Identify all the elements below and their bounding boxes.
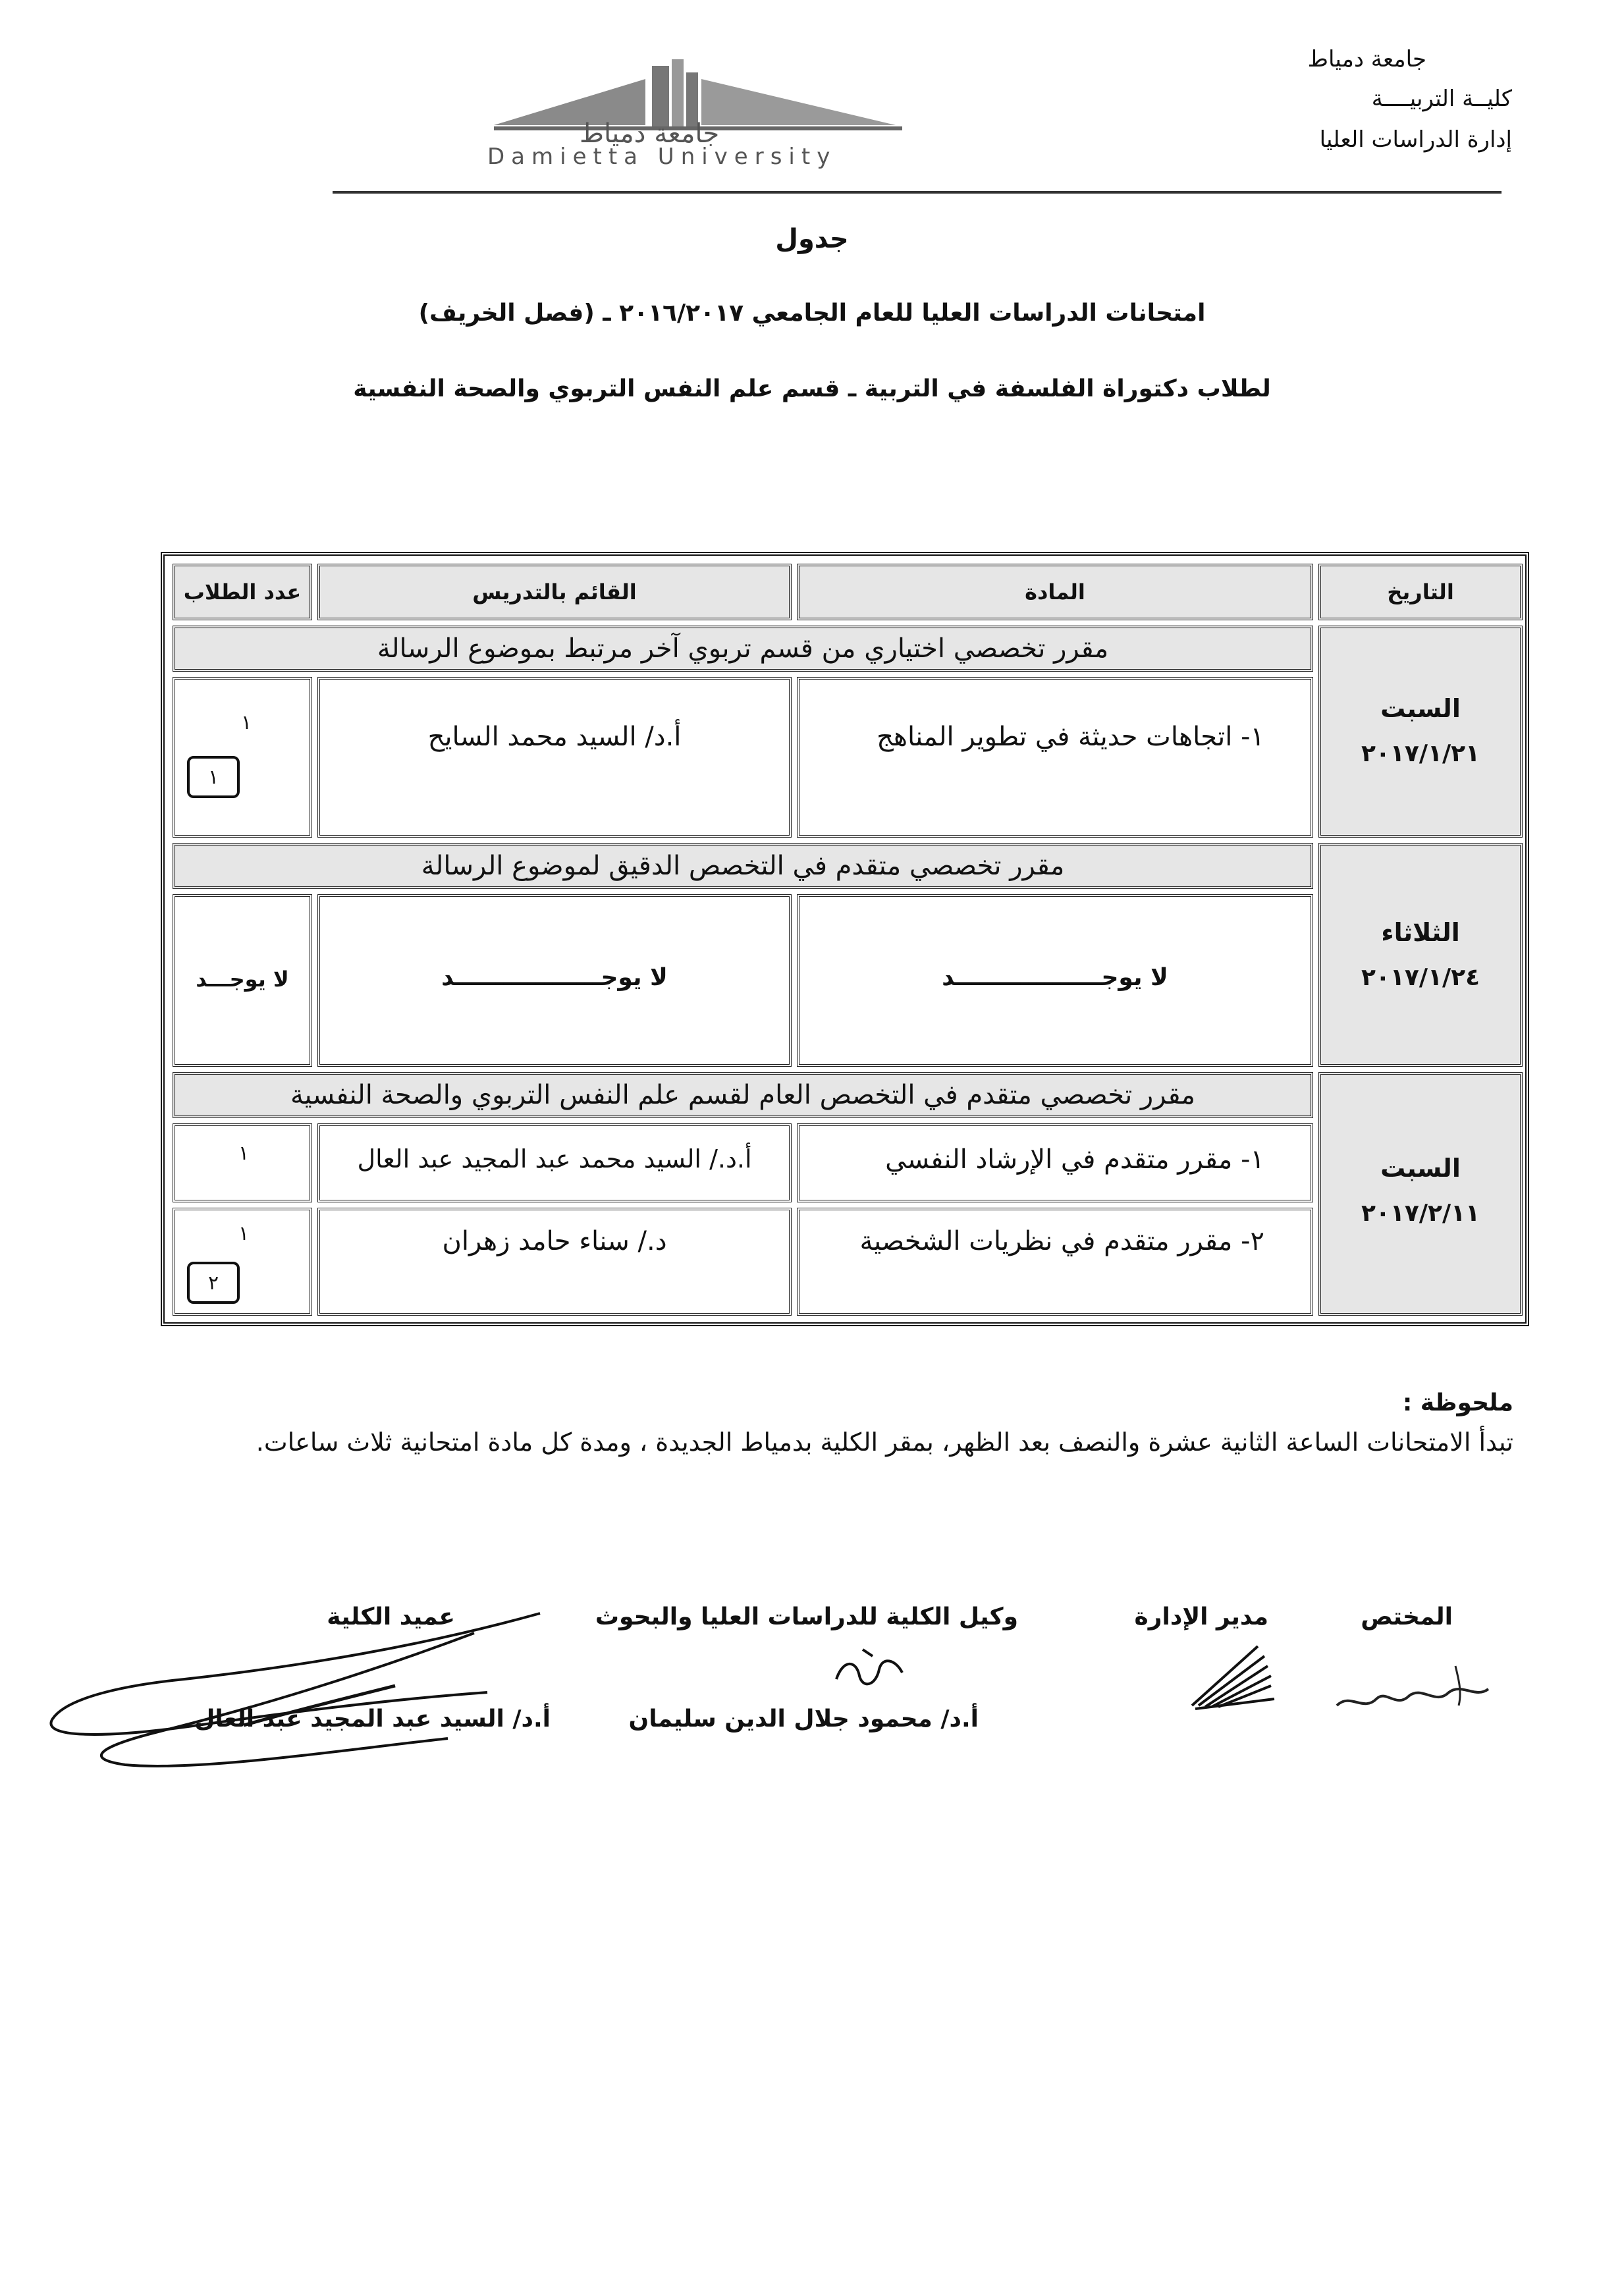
subject-cell-3-1: ١- مقرر متقدم في الإرشاد النفسي: [797, 1123, 1313, 1202]
header-divider: [333, 191, 1502, 194]
students-cell-2-1: لا يوجـــد: [173, 894, 312, 1067]
handwritten-signature-specialist: [1324, 1653, 1495, 1725]
handwritten-signature-dean: [26, 1594, 566, 1785]
logo-text-en: Damietta University: [487, 144, 837, 170]
signature-name-dean: أ.د/ السيد عبد المجيد عبد العال: [194, 1706, 551, 1733]
subject-cell-1-1: ١- اتجاهات حديثة في تطوير المناهج: [797, 677, 1313, 838]
doc-subtitle-2: لطلاب دكتوراة الفلسفة في التربية ـ قسم علم النفس التربوي والصحة النفسية: [353, 375, 1271, 402]
signature-title-dean: عميد الكلية: [327, 1603, 455, 1630]
date-value-3: ٢٠١٧/٢/١١: [1361, 1200, 1480, 1227]
instructor-cell-2-1: لا يوجــــــــــــــــــد: [317, 894, 792, 1067]
department-name: إدارة الدراسات العليا: [1319, 126, 1512, 153]
date-cell-3: [1318, 1072, 1523, 1316]
exam-schedule-table: [161, 552, 1529, 1326]
faculty-name: كليــة التربيــــة: [1371, 86, 1512, 112]
date-cell-2: [1318, 843, 1523, 1067]
students-cell-3-2: ١ ٢: [173, 1208, 312, 1316]
instructor-cell-1-1: أ.د/ السيد محمد السايح: [317, 677, 792, 838]
group-total-badge-1: ١: [187, 756, 240, 798]
group-band-3: مقرر تخصصي متقدم في التخصص العام لقسم علم النفس التربوي والصحة النفسية: [173, 1072, 1313, 1118]
date-day-3: السبت: [1380, 1154, 1461, 1183]
instructor-cell-3-2: د./ سناء حامد زهران: [317, 1208, 792, 1316]
date-value-1: ٢٠١٧/١/٢١: [1361, 740, 1480, 767]
students-cell-3-1: ١: [173, 1123, 312, 1202]
students-cell-1-1: ١ ١: [173, 677, 312, 838]
subject-cell-3-2: ٢- مقرر متقدم في نظريات الشخصية: [797, 1208, 1313, 1316]
instructor-cell-3-1: أ.د./ السيد محمد عبد المجيد عبد العال: [317, 1123, 792, 1202]
university-name: جامعة دمياط: [1307, 46, 1426, 72]
logo-text-ar: جامعة دمياط: [580, 119, 720, 149]
date-cell-1: [1318, 626, 1523, 838]
subject-cell-2-1: لا يوجــــــــــــــــــد: [797, 894, 1313, 1067]
signature-title-specialist: المختص: [1361, 1603, 1453, 1630]
signature-title-vice-dean: وكيل الكلية للدراسات العليا والبحوث: [595, 1603, 1018, 1630]
date-value-2: ٢٠١٧/١/٢٤: [1361, 964, 1480, 991]
group-total-badge-3: ٢: [187, 1262, 240, 1304]
handwritten-signature-vice-dean: [823, 1640, 915, 1699]
date-day-1: السبت: [1380, 694, 1461, 723]
header-subject: المادة: [797, 564, 1313, 620]
doc-title: جدول: [775, 224, 849, 254]
note-text: تبدأ الامتحانات الساعة الثانية عشرة والنصف بعد الظهر، بمقر الكلية بدمياط الجديدة ، ومدة كل مادة امتحانية ثلاث ساعات.: [256, 1428, 1513, 1457]
signature-name-vice-dean: أ.د/ محمود جلال الدين سليمان: [628, 1706, 979, 1733]
header-instructor: القائم بالتدريس: [317, 564, 792, 620]
group-band-2: مقرر تخصصي متقدم في التخصص الدقيق لموضوع الرسالة: [173, 843, 1313, 889]
note-label: ملحوظة :: [1402, 1389, 1513, 1416]
date-day-2: الثلاثاء: [1381, 918, 1460, 947]
group-band-1: مقرر تخصصي اختياري من قسم تربوي آخر مرتبط بموضوع الرسالة: [173, 626, 1313, 672]
header-students: عدد الطلاب: [173, 564, 312, 620]
header-date: التاريخ: [1318, 564, 1523, 620]
signature-title-admin-director: مدير الإدارة: [1134, 1603, 1268, 1630]
doc-subtitle-1: امتحانات الدراسات العليا للعام الجامعي ٢٠١٦/٢٠١٧ ـ (فصل الخريف): [418, 300, 1206, 327]
handwritten-signature-admin-director: [1179, 1633, 1284, 1719]
